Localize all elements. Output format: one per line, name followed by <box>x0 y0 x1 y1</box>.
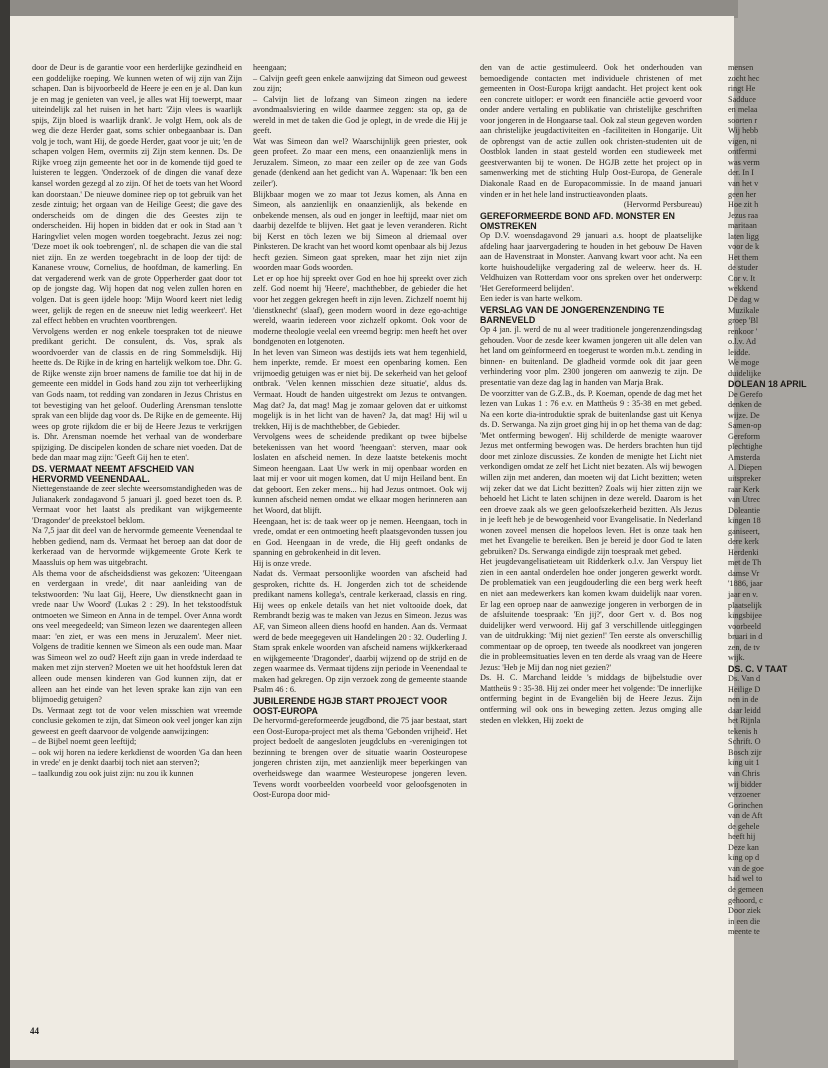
col1-list-item: – ook wij horen na iedere kerkdienst de woorden 'Ga dan heen in vrede' en je denkt daarbij toch niet aan sterven?; <box>32 747 242 768</box>
article-heading-gereformeerde-bond: GEREFORMEERDE BOND AFD. MONSTER EN OMSTREKEN <box>480 210 675 231</box>
col4-line: jaar en v. <box>728 590 758 599</box>
col4-line: vigen, ni <box>728 136 757 146</box>
col2-paragraph: heengaan; <box>253 63 287 72</box>
col4-line: de studer <box>728 263 759 273</box>
col4-line: Samen-op <box>728 421 762 431</box>
col4-line: mensen <box>728 63 754 72</box>
col3-paragraph: Op 4 jan. jl. werd de nu al weer traditionele jongerenzendingsdag gehouden. Voor de zesde keer kwamen jongeren uit alle delen van het land om geïnformeerd en toegerust te worden m.b.t. zending in binnen- en buitenland. De gladheid vormde ook dit jaar geen verhindering voor plm. 2300 jongeren om aanwezig te zijn. De presentatie van deze dag lag in handen van Marja Brak. <box>480 325 702 388</box>
col4-line: verzoener <box>728 790 761 800</box>
col4-line: Gorinchen <box>728 800 763 810</box>
col4-line: damse Vr <box>728 568 760 578</box>
col4-line: had wel to <box>728 874 763 884</box>
article-heading-doleantie: DOLEAN 18 APRIL <box>728 379 807 390</box>
col1-paragraph: Als thema voor de afscheidsdienst was gekozen: 'Uiteengaan en verdergaan in vrede', dit naar aanleiding van de tekstwoorden: 'Nu laat Gij, Heere, Uw dienstknecht gaan in vrede naar Uw Woord' (Lukas 2 : 29). In het tekstoodfstuk ontmoeten we Simeon en Anna in de tempel. Over Anna wordt ons veel meegedeeld; van Simeon lezen we daarentegen alleen maar: 'en ziet, er was een mens in Jeruzalem'. Meer niet. Volgens de traditie kennen we Simeon als een oude man. Maar was Simeon wel zo oud? Heeft zijn gaan in vrede inderdaad te maken met zijn sterven? Moeten we uit het hoofdstuk leren dat alleen oude mensen kinderen van God kunnen zijn, dat er alleen aan het einde van het leven sprake kan zijn van een blijmoedig getuigen? <box>32 568 242 705</box>
col4-line: Heilige D <box>728 684 761 694</box>
col4-line: We moge <box>728 358 760 368</box>
col4-line: Amsterda <box>728 452 761 462</box>
col4-line: Wij hebb <box>728 126 759 136</box>
col4-line: Deze kan <box>728 842 759 852</box>
col4-line: plaatselijk <box>728 600 762 610</box>
col4-line: de gemeen <box>728 884 764 894</box>
col1-paragraph: door de Deur is de garantie voor een herderlijke gezindheid en een goddelijke roeping. We kunnen weten of wij zijn van Zijn schapen. Dan is bijvoorbeeld de Heere je een en je al. Dan kun je en mag je genieten van veel, je alles wat Hij toewerpt, maar uiteindelijk zal het ruisen in het hart: 'Zijn vlees is waarlijk spijs, Zijn bloed is waarlijk drank'. Je volgt Hem, ook als de weg die deze Herder gaat, soms schier onbegaanbaar is. Dan volg je toch, want Hij, de goede Herder, gaat voor je uit; 'en de schapen volgen Hem, overmits zij Zijn stem kennen. Ds. De Rijke vroeg zijn gemeente het oor in de komende tijd goed te luisteren te leggen. 'Onderzoek of de dingen die vanaf deze kansel worden gezegd al zo zijn. Of het de toets van het Woord kan doorstaan.' De nieuwe dominee riep op tot gebruik van het zesde zintuig; het orgaan van de Heilige Geest; die gave des onderscheids om de dingen die des Geestes zijn te onderscheiden. Hij hopen in bidden dat er ook in Stad aan 't Haringvliet velen mogen worden toegebracht. Jezus zei nog: 'Deze moet ik ook toebrengen', nl. de schapen die van die stal niet zijn. En ze werden toegebracht in de loop der tijd: de Kananese vrouw, Cornelius, de hoofdman, de kamerling. En dat vergaderend werk van de grote Opperherder gaat door tot op de jongste dag. Wij hopen dat nog velen zullen horen en volgen. Dat is geen ijdele hoop: 'Mijn Woord keert niet ledig weer, gelijk de regen en de sneeuw niet ledig weerkeert'. Het zal effect hebben en vruchten voortbrengen. <box>32 63 242 326</box>
col2-paragraph: Let er op hoe hij spreekt over God en hoe hij spreekt over zich zelf. God noemt hij 'Heere', machthebber, de gebieder die het voor het zeggen gekregen heeft in zijn leven. Zichzelf noemt hij 'dienstknecht' (slaaf), geen modern woord in deze ego-achtige wereld, waarin iedereen voor zichzelf opkomt. Ook voor de moderne theologie veelal een vreemd begrip: men heeft het over bondgenoten en lotgenoten. <box>253 273 467 347</box>
col2-paragraph: In het leven van Simeon was destijds iets wat hem tegenhield, hem inperkte, remde. Er moest een openbaring komen. Een vrijmoedig getuigen was er niet bij. De sekerheid van het geloof ontbrak. 'Velen kennen misschien deze situatie', aldus ds. Vermaat. Houdt de handen uitgestrekt om Jezus te ontvangen. Mag dat? Ja, dat mag! Mag je zomaar geloven dat er uitkomst mogelijk is in het licht van de haven? Ja, dat mag! Hij wil u trekken, Hij is de machthebber, de Gebieder. <box>253 347 467 431</box>
col1-list-item: – de Bijbel noemt geen leeftijd; <box>32 737 137 747</box>
col4-line: Muzikale <box>728 305 760 315</box>
col4-line: dere kerk <box>728 537 759 547</box>
col4-line: Ds. Van d <box>728 674 761 684</box>
col1-paragraph: Niettegenstaande de zeer slechte weersomstandigheden was de Julianakerk zondagavond 5 januari jl. goed bezet toen ds. P. Vermaat voor het laatst als predikant van wijkgemeente 'Dragonder' de preekstoel beklom. <box>32 484 242 525</box>
col4-line: ringt He <box>728 84 756 94</box>
col4-line: heeft hij <box>728 832 756 842</box>
article-heading-ds-c-v: DS. C. V TAAT <box>728 663 788 674</box>
col4-line: De dag w <box>728 295 760 305</box>
col4-line: Jezus raa <box>728 210 759 220</box>
article-heading-hgjb: JUBILERENDE HGJB START PROJECT VOOR OOST-EUROPA <box>253 695 448 717</box>
col3-paragraph: Op D.V. woensdagavond 29 januari a.s. hoopt de plaatselijke afdeling haar jaarvergadering te houden in het gebouw De Haven aan de Havenstraat in Monster. Aanvang kwart voor acht. Na een korte huishoudelijke vergadering zal de weleerw. heer ds. H. Veldhuizen van Rotterdam voor ons spreken over het onderwerp: 'Het Gereformeerd belijden'. <box>480 231 702 293</box>
col4-line: o.l.v. Ad <box>728 337 756 347</box>
col4-line: van Utrec <box>728 495 761 505</box>
col4-line: gehoord, c <box>728 895 763 905</box>
col4-line: was verm <box>728 157 760 167</box>
col4-line: renkoor ' <box>728 326 758 336</box>
col4-line: en melaa <box>728 105 758 115</box>
col4-line: zen, de tv <box>728 642 760 652</box>
col4-line: Gereform <box>728 431 761 441</box>
col2-list-item: – Calvijn geeft geen enkele aanwijzing dat Simeon oud geweest zou zijn; <box>253 73 467 94</box>
col4-line: in een die <box>728 916 761 926</box>
col4-line: maritaan <box>728 221 757 231</box>
col3-paragraph: den van de actie gestimuleerd. Ook het onderhouden van bemoedigende contacten met individuele christenen of met gemeenten in Oost-Europa krijgt aandacht. Het project kent ook een concrete uitloper: er wordt een financiële actie gevoerd voor onder andere vertaling en publikatie van christelijke geschriften voor jongeren in de Hongaarse taal. Ook zal steun gegeven worden aan christelijke jeugdactiviteiten en -faciliteiten in Hongarije. Uit de opbrengst van de actie zullen ook christen-studenten uit de Oostblok landen in staat gesteld worden een studieweek met geestverwanten bij te wonen. De HGJB zette het project op in samenwerking met de stichting Hulp Oost-Europa, de Generale Diakonale Raad en de Europacommissie. In de maand januari vinden er in het hele land instructieavonden plaats. <box>480 63 702 199</box>
col3-paragraph: De voorzitter van de G.Z.B., ds. P. Koeman, opende de dag met het lezen van Lukas 1 : 76 e.v. en Mattheüs 9 : 35-38 en met gebed. Na een korte dia-introduktie sprak de buitenlandse gast uit Kenya ds. D. Serwanga. Na zijn groet ging hij in op het thema van de dag: 'Met ontferming bewogen'. Hij schilderde de menigte waarover Jezus met ontferming bewogen was. De herders brachten hun tijd door met zinloze discussies. Ze konden de menigte het Licht niet verkondigen omdat ze zelf het Licht niet bezaten. Als wij bewogen willen zijn met anderen, dan moeten wij dat Licht bezitten; weten wij zeker dat we dat Licht bezitten? Zoals wij hier zitten zijn we behoeld het Licht te laten schijnen in deze wereld. Daarom is het een droeve zaak als we geen geloofszekerheid bezitten. Als Jezus in je leeft heb je de bewogenheid voor Evangelisatie. In Nederland wonen zoveel mensen die hopeloos leven. Het is onze taak hen met het Evangelie te bereiken. Ben je bereid je door God te laten gebruiken? Ds. Serwanga eindigde zijn toespraak met gebed. <box>480 388 703 556</box>
column-2 <box>253 63 467 1033</box>
col4-line: A. Diepen <box>728 463 762 473</box>
col4-line: Herdenki <box>728 547 759 557</box>
col4-line: Schrift. O <box>728 737 761 747</box>
col4-line: kingen 18 <box>728 516 761 526</box>
col2-paragraph: Heengaan, het is: de taak weer op je nemen. Heengaan, toch in vrede, omdat er een ontmoeting heeft plaatsgevonden tussen jou en God. Heengaan in de vrede, die Hij geeft ondanks de spanning en gebrokenheid in dit leven. <box>253 516 467 558</box>
col1-paragraph: Na 7,5 jaar dit deel van de hervormde gemeente Veenendaal te hebben gediend, nam ds. Vermaat het beroep aan dat door de kerkeraad van de hervormde wijkgemeente Grote Kerk te Maassluis op hem was uitgebracht. <box>32 526 242 568</box>
col4-line: met de Th <box>728 558 762 568</box>
col4-line: geen her <box>728 189 757 199</box>
col4-line: ganiseert, <box>728 526 760 536</box>
col4-line: '1886, jaar <box>728 579 763 589</box>
col4-line: groep 'Bl <box>728 316 759 326</box>
col2-list-item: – Calvijn liet de lofzang van Simeon zingen na iedere avondmaalsviering en wilde daarmee zeggen: sta op, ga de wereld in met de taken die God je oplegt, in de vrede die Hij je geeft. <box>253 94 467 136</box>
col4-line: uitspreker <box>728 473 761 483</box>
col4-line: soorten r <box>728 115 758 125</box>
col3-paragraph: Een ieder is van harte welkom. <box>480 294 583 304</box>
col4-line: laten ligg <box>728 231 759 241</box>
col4-line: meente te <box>728 927 760 937</box>
col4-line: tekenis h <box>728 726 758 736</box>
col4-line: king uit 1 <box>728 758 760 768</box>
column-4-cropped <box>728 63 828 1028</box>
col4-line: bruari in d <box>728 632 763 642</box>
article-heading-jongerenzending: VERSLAG VAN DE JONGERENZENDING TE BARNEVELD <box>480 304 665 326</box>
col4-line: Cor v. It <box>728 273 756 283</box>
col3-paragraph: Het jeugdevangelisatieteam uit Ridderkerk o.l.v. Jan Verspuy liet zien in een aantal onderdelen hoe onder jongeren gewerkt wordt. De problematiek van een jeugdouderling die een berg werk heeft en niet aan medewerkers kan komen kwam duidelijk naar voren. Er lag een oproep naar de aanwezige jongeren in verborgen de in de afsluitende toespraak: 'En jij?', door Gert v. d. Bos nog duidelijker werd verwoord. Hij gaf 3 verschillende uitleggingen van de uitdrukking: 'Mij niet gezien!' Ten eerste als onverschillig commentaar op de oproep, ten tweede als noodkreet van jongeren die in probleemsituaties leven en ten derde als vraag van de Heere Jezus: 'Heb je Mij dan nog niet gezien?' <box>480 557 702 672</box>
newspaper-page <box>10 16 807 1060</box>
col2-paragraph: Hij is onze vrede. <box>253 558 312 568</box>
col4-line: voorbeeld <box>728 621 761 631</box>
column-1 <box>32 63 242 1018</box>
col4-line: van de Aft <box>728 811 763 821</box>
col4-line: De Gerefo <box>728 389 763 399</box>
col4-line: het Rijnla <box>728 716 761 726</box>
col4-line: king op d <box>728 853 760 863</box>
col4-line: wij bidder <box>728 779 762 789</box>
col2-paragraph: Nadat ds. Vermaat persoonlijke woorden van afscheid had gesproken, richtte ds. H. Jongerden zich tot de scheidende predikant namens kollega's, centrale kerkeraad, classis en ring. Hij wees op enkele details van het niet voltooide doek, dat Rembrandt bezig was te maken van Jezus en Simeon. Jezus was AF, van Simeon alleen diens hoofd en handen. Aan ds. Vermaat werd de bede meegegeven uit Handelingen 20 : 32. Ouderling J. Stam sprak enkele woorden van afscheid namens wijkkerkeraad en wijkgemeente 'Dragonder', daarbij wijzend op de strijd en de zegen waarmee ds. Vermaat tijdens zijn periode in Veenendaal te maken had gekregen. Op zijn verzoek zong de gemeente staande Psalm 46 : 6. <box>253 569 467 695</box>
col4-line: zocht hec <box>728 73 760 83</box>
col4-line: der. In I <box>728 168 754 178</box>
col4-line: raar Kerk <box>728 484 760 494</box>
col4-line: leidde. <box>728 347 751 357</box>
col4-line: van het v <box>728 179 759 189</box>
col4-line: nen in de <box>728 695 759 705</box>
col1-list-item: – taalkundig zou ook juist zijn: nu zou ik kunnen <box>32 768 194 778</box>
col4-line: wijze. De <box>728 410 760 420</box>
col4-line: van Chris <box>728 768 760 778</box>
col4-line: Doleantie <box>728 505 761 515</box>
col4-line: duidelijke <box>728 368 761 378</box>
col4-line: ontfermi <box>728 147 757 157</box>
col3-paragraph: Ds. H. C. Marchand leidde 's middags de bijbelstudie over Mattheüs 9 : 35-38. Hij zei onder meer het volgende: 'De innerlijke ontferming begint in de Evangeliën bij de Heere Jezus. Zijn ontferming wil ook ons in beweging zetten. Jezus omging alle steden en vlekken, Hij zoekt de <box>480 673 702 725</box>
col2-paragraph: De hervormd-gereformeerde jeugdbond, die 75 jaar bestaat, start een Oost-Europa-project met als thema 'Gebonden vrijheid'. Het project bedoelt de aangesloten jeugdclubs en -verenigingen tot bezinning te brengen over de situatie waarin Oosteuropese jongeren christen zijn, met aanzienlijk meer beperkingen van overheidswege dan waarmee Westeuropese jongeren leven. Tevens wordt voorbeelden voorbeeld voor geloofsgenoten in Oost-Europa door mid- <box>253 716 467 800</box>
column-3 <box>480 63 702 978</box>
press-credit: (Hervormd Persbureau) <box>623 200 702 210</box>
page-number: 44 <box>30 1026 39 1036</box>
col4-line: van de goe <box>728 863 764 873</box>
col4-line: daar leidd <box>728 705 761 715</box>
col1-paragraph: Ds. Vermaat zegt tot de voor velen misschien wat vreemde conclusie gekomen te zijn, dat Simeon ook veel jonger kan zijn geweest en geeft daarvoor de volgende aanwijzingen: <box>32 705 242 736</box>
col4-line: de gehele <box>728 821 760 831</box>
col4-line: voor de k <box>728 242 760 252</box>
article-heading-vermaat: DS. VERMAAT NEEMT AFSCHEID VAN HERVORMD VEENENDAAL. <box>32 463 195 484</box>
col4-line: wijk. <box>728 653 745 663</box>
col4-line: plechtighe <box>728 442 763 452</box>
col4-line: wekkend <box>728 284 758 294</box>
col2-paragraph: Blijkbaar mogen we zo maar tot Jezus komen, als Anna en Simeon, als aanzienlijk en onaanzienlijk, als bekende en onbekende mensen, als oud en jonger in leeftijd, maar niet om daarbij dezelfde te blijven. Het gaat je leven veranderen. Richt bij Kerst en töch lezen we bij Simeon al driemaal over Pinksteren. De kracht van het woord komt openbaar als bij Jezus hecft gezien. Simeon gaat spreken, maar het zijn niet zijn woorden maar Gods woorden. <box>253 189 467 273</box>
col2-paragraph: Vervolgens wees de scheidende predikant op twee bijbelse betekenissen van het woord 'heengaan': sterven, maar ook loslaten en afscheid nemen. In deze laatste betekenis mocht Simeon heengaan. Laat Uw werk in mij openbaar worden en laat mij er voor uit mogen komen, dat U mijn Heiland bent. En dat geboort. Een zeker mens... hij had Jezus ontmoet. Ook wij kunnen afscheid nemen omdat we elkaar mogen herinneren aan het Woord, dat blijft. <box>253 432 467 515</box>
col4-line: Het them <box>728 252 759 262</box>
col4-line: denken de <box>728 400 762 410</box>
col4-line: Bosch zijr <box>728 747 762 757</box>
col4-line: Sadduce <box>728 94 756 104</box>
col4-line: Hoe zit h <box>728 200 759 210</box>
col2-paragraph: Wat was Simeon dan wel? Waarschijnlijk geen priester, ook geen profeet. Zo maar een mens, een onaanzienlijk mens in Jeruzalem. Simeon, zo maar een zeiler op de zee van Gods genade (denkend aan het gedicht van A. Wapenaar: 'Ik ben een zeiler'). <box>253 136 467 189</box>
col4-line: Door ziek <box>728 906 761 916</box>
col4-line: kingsbijee <box>728 611 762 621</box>
col1-paragraph: Vervolgens werden er nog enkele toespraken tot de nieuwe predikant gericht. De consulent, ds. Vos, sprak als woordvoerder van de classis en de ring Sommelsdijk. Hij heette ds. De Rijke in de kring en hartelijk welkom toe. Dhr. G. de Rijke wenste zijn broer namens de familie toe dat hij in de gemeente een middel in Gods hand zou zijn tot verheerlijking van Gods naam, tot redding van zondaren in Jezus Christus en tot bevestiging van het geloof. Ouderling Arensman tenslotte sprak van een blijde dag voor ds. De Rijke en de gemeente. Hij wees op grote rijkdom die er bij de Heere Jezus te verkrijgen is. Dhr. Arensman noemde het verhaal van de wonderbare spijziging. De discipelen konden de schare niet voeden. Dat de bede dan maar mag zijn: 'Geeft Gij hen te eten'. <box>32 326 242 463</box>
